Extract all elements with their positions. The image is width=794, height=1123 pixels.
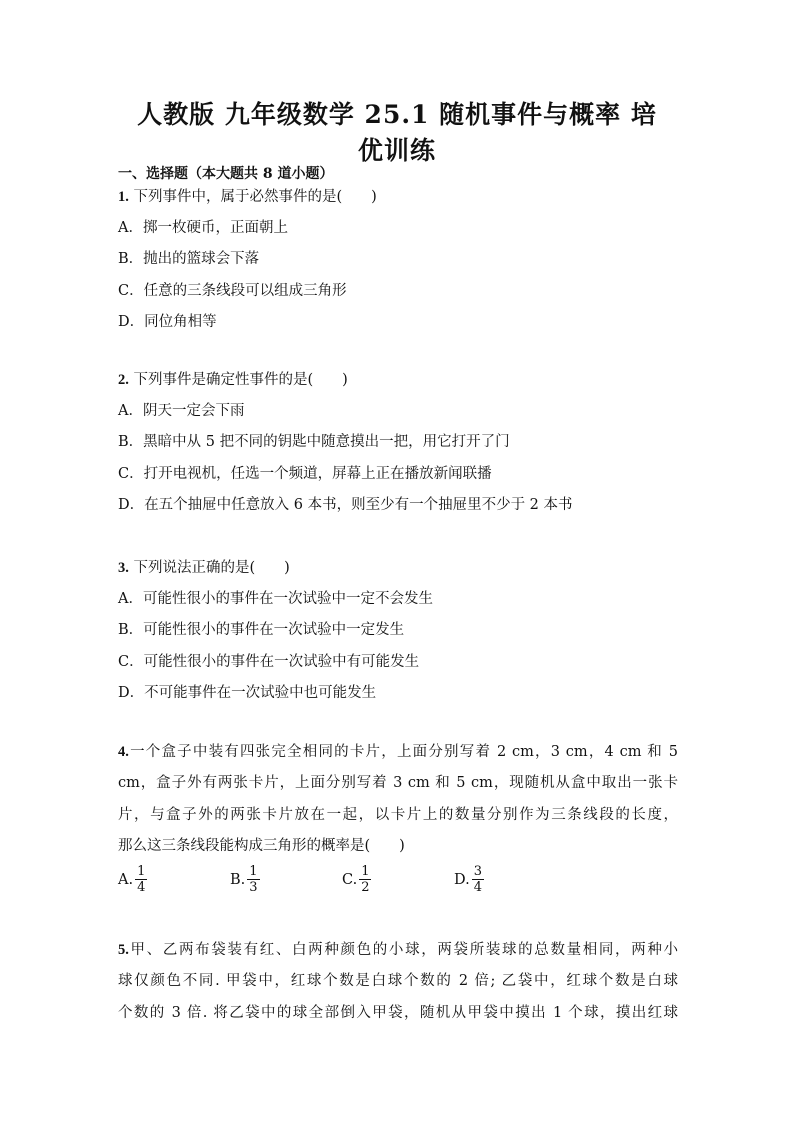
question-number: 4. <box>118 744 129 760</box>
fraction-numerator: 3 <box>473 864 482 879</box>
question-4-line-2: cm，盒子外有两张卡片，上面分别写着 3 cm 和 5 cm，现随机从盒中取出一张卡 <box>118 775 678 792</box>
fraction-denominator: 4 <box>473 880 482 895</box>
question-text: 甲、乙两布袋装有红、白两种颜色的小球，两袋所装球的总数量相同，两种小 <box>128 942 678 958</box>
question-3-option-c: C．可能性很小的事件在一次试验中有可能发生 <box>118 654 420 670</box>
question-2-option-a: A．阴天一定会下雨 <box>118 403 245 419</box>
option-label: A. <box>118 871 134 888</box>
question-text: 下列说法正确的是( ) <box>133 560 290 576</box>
question-4-option-d <box>454 864 484 895</box>
question-1-option-c: C．任意的三条线段可以组成三角形 <box>118 283 347 299</box>
fraction-numerator: 1 <box>361 864 370 879</box>
question-4-option-a <box>118 864 147 895</box>
fraction-denominator: 4 <box>137 880 146 895</box>
question-3-stem <box>118 558 290 578</box>
fraction <box>135 864 147 895</box>
question-5-line-2: 球仅颜色不同. 甲袋中，红球个数是白球个数的 2 倍; 乙袋中，红球个数是白球 <box>118 973 678 990</box>
question-number: 5. <box>118 942 129 958</box>
question-3-option-d: D．不可能事件在一次试验中也可能发生 <box>118 685 377 701</box>
question-5-line-1 <box>118 935 678 966</box>
question-number: 3. <box>118 560 129 576</box>
question-text: 一个盒子中装有四张完全相同的卡片，上面分别写着 2 cm，3 cm，4 cm 和 5 <box>128 744 678 760</box>
question-5-line-3: 个数的 3 倍. 将乙袋中的球全部倒入甲袋，随机从甲袋中摸出 1 个球，摸出红球 <box>118 1004 678 1021</box>
question-4-option-b <box>230 864 260 895</box>
option-label: C. <box>342 871 358 888</box>
option-label: D. <box>454 871 470 888</box>
fraction-numerator: 1 <box>137 864 146 879</box>
question-text: 下列事件是确定性事件的是( ) <box>133 372 348 388</box>
question-2-option-d: D．在五个抽屉中任意放入 6 本书，则至少有一个抽屉里不少于 2 本书 <box>118 497 573 513</box>
section-heading: 一、选择题（本大题共 8 道小题） <box>118 166 334 182</box>
option-label: B. <box>230 871 246 888</box>
question-4-line-4: 那么这三条线段能构成三角形的概率是( ) <box>118 837 405 854</box>
document-title-line-2: 优训练 <box>357 136 436 165</box>
question-number: 1. <box>118 189 129 205</box>
question-4-option-c <box>342 864 371 895</box>
question-5-stem <box>118 935 678 1029</box>
fraction-numerator: 1 <box>249 864 258 879</box>
question-4-line-1 <box>118 737 678 768</box>
question-1-stem <box>118 187 377 207</box>
question-1-option-a: A．掷一枚硬币，正面朝上 <box>118 220 288 236</box>
question-3-option-b: B．可能性很小的事件在一次试验中一定发生 <box>118 622 405 638</box>
question-3-option-a: A．可能性很小的事件在一次试验中一定不会发生 <box>118 591 433 607</box>
question-2-option-c: C．打开电视机，任选一个频道，屏幕上正在播放新闻联播 <box>118 466 492 482</box>
fraction-denominator: 2 <box>361 880 370 895</box>
question-2-option-b: B．黑暗中从 5 把不同的钥匙中随意摸出一把，用它打开了门 <box>118 434 510 450</box>
fraction-denominator: 3 <box>249 880 258 895</box>
fraction <box>359 864 371 895</box>
question-number: 2. <box>118 372 129 388</box>
question-text: 下列事件中，属于必然事件的是( ) <box>133 189 377 205</box>
question-1-option-b: B．抛出的篮球会下落 <box>118 251 260 267</box>
question-2-stem <box>118 370 348 390</box>
question-4-line-3: 片，与盒子外的两张卡片放在一起，以卡片上的数量分别作为三条线段的长度， <box>118 806 678 823</box>
question-1-option-d: D．同位角相等 <box>118 314 217 330</box>
fraction <box>472 864 484 895</box>
fraction <box>247 864 259 895</box>
document-title-line-1: 人教版 九年级数学 25.1 随机事件与概率 培 <box>137 100 657 129</box>
question-4-stem <box>118 737 678 862</box>
